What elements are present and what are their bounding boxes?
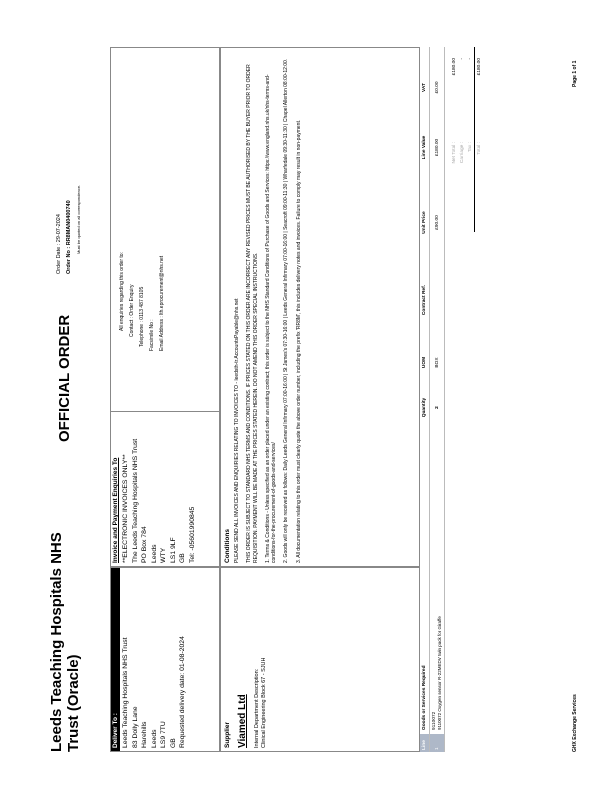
page-number: Page 1 of 1 [572,60,578,87]
invoice-line: Leeds [150,544,158,563]
cell-item-code: 9110072 [432,711,437,730]
invoice-line: **ELECTRONIC INVOICES ONLY** [122,454,129,563]
total-value: £180.00 [476,58,482,76]
col-header-goods: Goods or Services Required [422,665,427,730]
carriage-row [458,47,466,232]
order-number: Order No : RR8MAN0400740 [66,200,72,274]
cell-line-value: £180.00 [434,138,440,157]
conditions-item-3: 3. All documentation relating to this order must clearly quote the above order number, including the prefix 'RR8M', this includes delivery notes and invoices. Failure to comply may result in non-payment. [295,119,302,563]
col-header-quantity: Quantity [422,397,427,418]
org-title-line2: Trust (Oracle) [65,654,82,752]
contact-details [111,48,167,411]
supplier-box [220,567,420,752]
org-title-line1: Leeds Teaching Hospitals NHS [48,532,65,752]
conditions-invoice-instructions: PLEASE SEND ALL INVOICES AND ENQUIRIES RELATING TO INVOICES TO - leedsth-tr.AccountsPayable@nhs.net [234,298,240,563]
conditions-item-1: 1. Terms & Conditions - Unless specified as an order placed under an existing contract; this order is subject to the NHS Standard Conditions of Purchase of Goods and Services: https://www.england.nhs.uk/nhs-terms-and-conditions-for-the-procurement-of-goods-and-services/ [264,74,278,563]
deliver-to-address [120,568,189,751]
invoice-telephone: Tel: -05601990845 [188,506,196,563]
deliver-to-box [110,567,220,752]
order-header-info [54,185,84,274]
address-line: GB [169,738,177,748]
cell-uom: BOX [434,357,440,368]
contact-fax: Facsimile No : [149,319,155,351]
cell-quantity: 2 [434,406,440,409]
deliver-to-label: Deliver To : [111,568,120,751]
department-description [254,571,268,748]
order-lines-table [420,47,445,752]
invoice-address [120,412,198,566]
order-note: Must be quoted on all correspondence. [76,184,81,254]
tax-value: - [467,58,473,60]
order-date: Order Date : 29-07-2024 [56,214,62,274]
invoice-line: WTY [160,547,167,563]
total-label: Total : [476,142,482,155]
cell-vat: £0.00 [434,81,440,94]
col-header-line: Line [420,734,429,752]
invoice-enquiries-box [110,412,220,567]
net-total-row [450,47,458,232]
carriage-label: Carriage : [459,142,465,164]
table-row [430,47,445,752]
department-value: Clinical Engineering Block 67 - SJUH [261,657,267,748]
cell-item-description: 9110072 Oxygen sensor R-22MEDV twin pack for Giraffe [437,616,442,730]
col-header-contract: Contract Ref. [422,284,427,316]
cell-line: 1 [430,734,444,752]
tax-row [466,47,474,232]
net-total-value: £180.00 [451,58,457,76]
col-header-uom: UOM [422,356,427,369]
department-label: Internal Department Description: [254,668,260,748]
organisation-title [48,522,82,752]
col-header-vat: VAT [422,83,427,92]
footer-source: GHX Exchange Services [572,694,578,752]
supplier-name: Viamed Ltd [237,694,248,748]
address-line: 83 Dolly Lane [131,706,139,748]
address-line: Harehills [141,721,148,748]
col-header-unit-price: Unit Price [422,211,427,234]
col-header-line-value: Line Value [422,135,427,160]
address-line: Leeds [150,729,158,748]
address-line: Leeds Teaching Hospitals NHS Trust [122,637,129,748]
conditions-label: Conditions [224,529,231,563]
cell-goods [432,430,442,734]
supplier-label: Supplier [224,721,231,748]
address-line: LS9 7TU [160,721,167,748]
carriage-value: - [459,58,465,60]
tax-label: Tax : [467,142,473,153]
contact-note: All enquiries regarding this order to: [119,252,125,331]
cell-unit-price: £90.00 [434,215,440,230]
conditions-box [220,47,420,567]
invoice-line: The Leeds Teaching Hospitals NHS Trust [131,438,139,563]
invoice-line: GB [179,553,186,563]
net-total-label: Net Total : [451,142,457,164]
invoice-label: Invoice and Payment Enquiries To [112,457,119,563]
table-header-row [420,47,430,752]
grand-total-row [474,47,483,232]
requested-delivery-date: Requested delivery date: 01-08-2024 [179,636,186,748]
contact-telephone: Telephone : 0113 487 8105 [139,286,145,347]
contact-box [110,47,220,412]
contact-name: Contact : Order Enquiry [129,284,135,337]
invoice-line: PO Box 784 [141,526,148,563]
conditions-item-2: 2. Goods will only be received as follows: Daily Leeds General Infirmary 07:00-16:00 | St James's 07:30-16:00 | Leeds General Infirmary 07:00-16:00 | Seacroft 09:00-11:30 | Wharfedale 09:30-11:30 | Chapel Allerton 08:00-12:00. [283,58,290,563]
totals-panel [450,47,483,232]
document-title: OFFICIAL ORDER [56,314,73,442]
contact-email: Email Address : lth.eprocurement@nhs.net [159,255,165,351]
invoice-line: LS1 9LF [169,537,177,563]
conditions-terms: THIS ORDER IS SUBJECT TO STANDARD NHS TERMS AND CONDITIONS. IF PRICES STATED ON THIS ORDER ARE INCORRECT ANY REVISED PRICES MUST BE AUTHORISED BY THE BUYER PRIOR TO ORDER REQUISITION. PAYMENT WILL BE MADE AT THE PRICES STATED HEREIN. DO NOT AMEND THIS ORDER SPECIAL INSTRUCTIONS. [246,64,259,563]
